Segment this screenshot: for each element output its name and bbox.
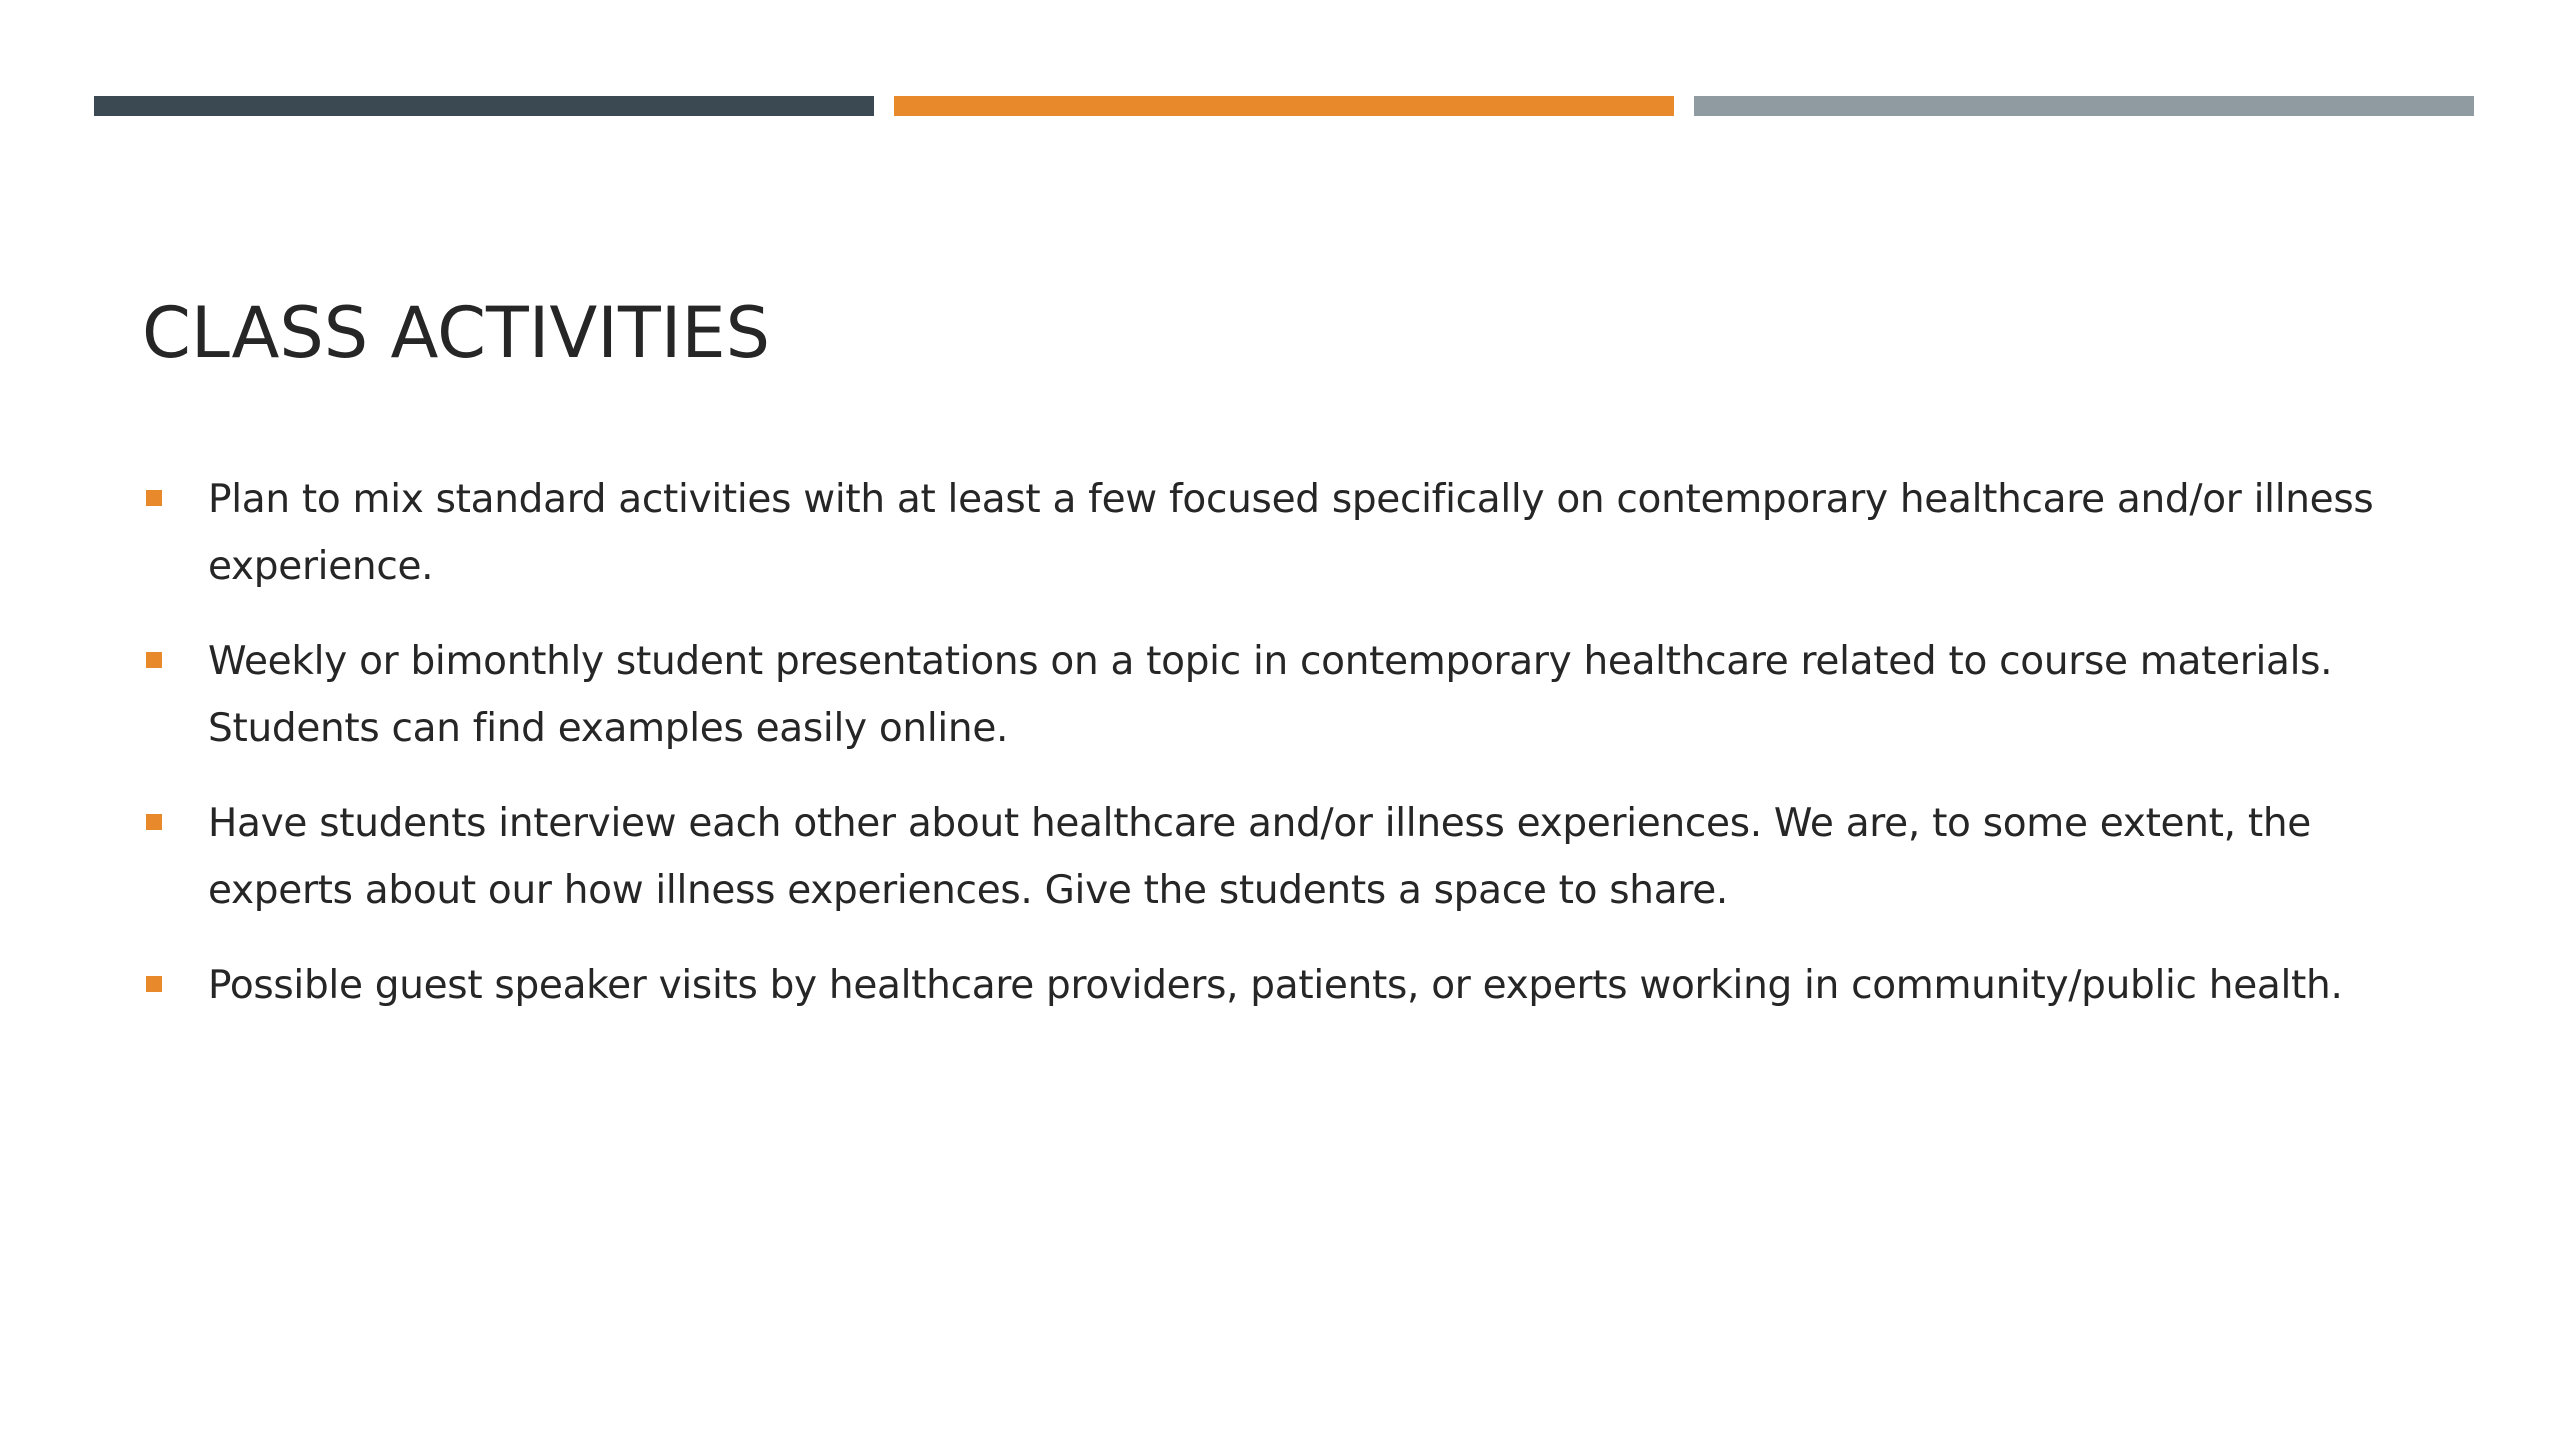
square-bullet-icon	[146, 814, 162, 830]
bullet-item	[142, 628, 2432, 762]
square-bullet-icon	[146, 976, 162, 992]
bullet-text: Weekly or bimonthly student presentations on a topic in contemporary healthcare related to course materials. Students can find examples easily online.	[208, 639, 2333, 751]
bullet-text: Plan to mix standard activities with at least a few focused specifically on contemporary healthcare and/or illness experience.	[208, 477, 2374, 589]
bullet-item	[142, 466, 2432, 600]
bullet-item	[142, 790, 2432, 924]
accent-bar-orange	[894, 96, 1674, 116]
accent-bar-dark	[94, 96, 874, 116]
square-bullet-icon	[146, 652, 162, 668]
bullet-item	[142, 952, 2432, 1019]
top-accent-bars	[94, 96, 2474, 116]
bullet-list	[142, 466, 2432, 1047]
bullet-text: Possible guest speaker visits by healthcare providers, patients, or experts working in community/public health.	[208, 963, 2343, 1008]
square-bullet-icon	[146, 490, 162, 506]
slide-title: CLASS ACTIVITIES	[142, 292, 771, 374]
accent-bar-gray	[1694, 96, 2474, 116]
bullet-text: Have students interview each other about healthcare and/or illness experiences. We are, to some extent, the experts about our how illness experiences. Give the students a space to share.	[208, 801, 2311, 913]
